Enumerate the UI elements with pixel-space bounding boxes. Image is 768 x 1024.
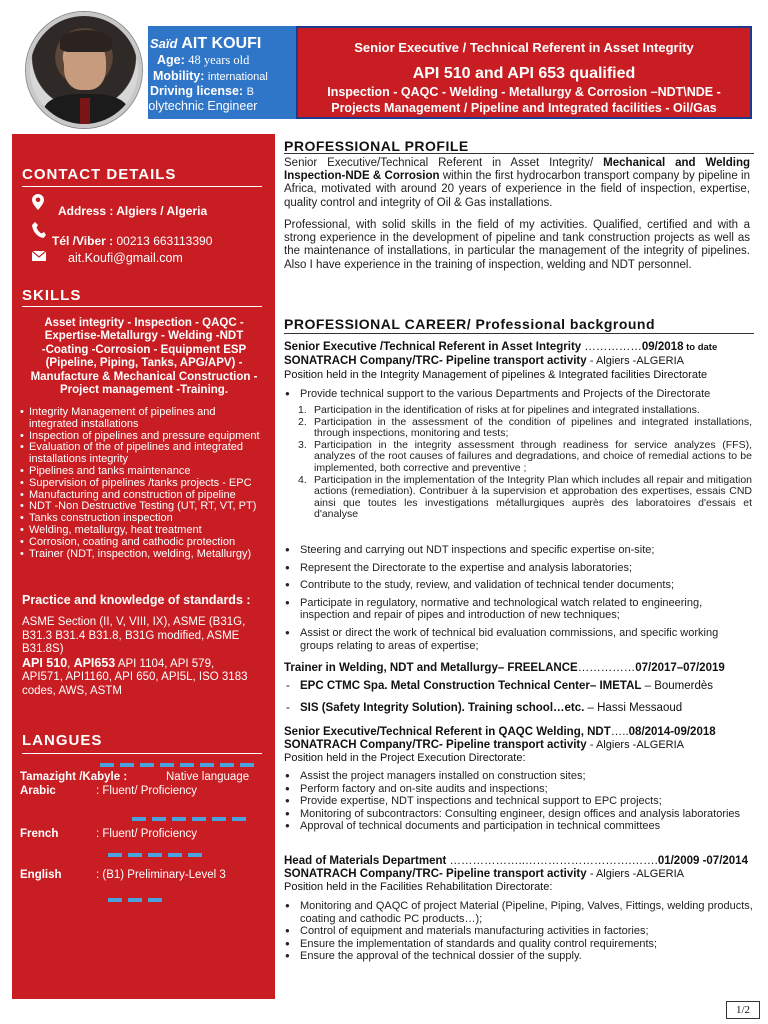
language-level-dash [152, 817, 166, 821]
language-level-dash [188, 853, 202, 857]
language-name: French [20, 828, 59, 840]
job-numbered-list [298, 405, 752, 521]
skill-item: • Inspection of pipelines and pressure equipment [20, 431, 276, 443]
skills-summary: Asset integrity - Inspection - QAQC - Expertise-Metallurgy - Welding -NDT -Coating -Corrosion - Equipment ESP (Pipeline, Piping, Tanks, APG/APV) - Manufacture & Mechanical Construction - Project management -Training. [30, 317, 258, 397]
phone-icon [32, 222, 46, 238]
email-link[interactable]: ait.Koufi@gmail.com [68, 251, 183, 265]
job-title-line: Senior Executive /Technical Referent in Asset Integrity ……………09/2018 to date [284, 341, 718, 353]
page-number: 1/2 [726, 1001, 760, 1019]
list-item: ● Provide expertise, NDT inspections and technical support to EPC projects; [284, 795, 754, 808]
languages-heading: LANGUES [22, 732, 103, 749]
profile-heading: PROFESSIONAL PROFILE [284, 138, 469, 154]
language-level-dash [160, 763, 174, 767]
avatar [26, 12, 142, 128]
language-level-dash [120, 763, 134, 767]
contact-divider [22, 186, 262, 187]
job-position: Position held in the Integrity Management of pipelines & Integrated facilities Directorate [284, 369, 708, 381]
list-item: ● Steering and carrying out NDT inspections and specific expertise on-site; [284, 544, 754, 557]
job-bullet-list [284, 900, 754, 963]
skill-item: installations integrity [29, 453, 129, 466]
skills-list [20, 407, 276, 560]
profile-paragraph-1: Senior Executive/Technical Referent in Asset Integrity/ Mechanical and Welding Inspection-NDE & Corrosion within the first hydrocarbon transport company by pipeline in Africa, motivated with around 20 years of experience in the field of inspection, expertise, quality control and integrity of Oil & Gas installations. [284, 157, 750, 209]
skills-heading: SKILLS [22, 287, 82, 304]
sidebar [12, 134, 275, 999]
skill-item: • Evaluation of the of pipelines and integrated [20, 442, 276, 454]
mobility-info: Mobility: international [153, 69, 268, 83]
language-level-dash [148, 853, 162, 857]
skill-item: • Pipelines and tanks maintenance [20, 466, 276, 478]
language-level-dash [108, 898, 122, 902]
language-level-dash [220, 763, 234, 767]
language-level-dash [132, 817, 146, 821]
skill-item: • Welding, metallurgy, heat treatment [20, 525, 276, 537]
language-level-dash [180, 763, 194, 767]
job-main-bullet [284, 388, 754, 401]
list-item: 4. Participation in the implementation of the Integrity Plan which includes all repair and mitigation actions (remediation). Contribuer à la supervision et approbation des expertises, essais CND ainsi que toutes les investigations métallurgiques auprès des laboratoires d'essais et d'analyse [298, 473, 752, 521]
profile-paragraph-2: Professional, with solid skills in the field of my activities. Qualified, certified and with a strong experience in the development of pipeline and tank construction projects as well as the maintenance of installations, in particular the management of the integrity of pipelines. Also I have experience in the training of inspection, welding and NDT personnel. [284, 219, 750, 271]
languages-divider [22, 753, 262, 754]
list-item: ● Control of equipment and materials manufacturing activities in factories; [284, 925, 754, 938]
language-level-dash [100, 763, 114, 767]
skill-item: integrated installations [29, 417, 139, 430]
job-dash-list [284, 680, 754, 715]
list-item: ● Perform factory and on-site audits and inspections; [284, 783, 754, 796]
list-item: 2. Participation in the assessment of the condition of pipelines and integrated installations, through inspections, monitoring and tests; [298, 415, 752, 440]
language-level-dash [140, 763, 154, 767]
list-item: ● Approval of technical documents and participation in technical committees [284, 820, 754, 833]
age-info: Age: 48 years old [157, 53, 250, 67]
language-level-dash [108, 853, 122, 857]
career-heading: PROFESSIONAL CAREER/ Professional background [284, 316, 656, 332]
job-title-line: Senior Executive/Technical Referent in QAQC Welding, NDT…..08/2014-09/2018 [284, 726, 716, 738]
skills-divider [22, 306, 262, 307]
skill-item: • NDT -Non Destructive Testing (UT, RT, VT, PT) [20, 501, 276, 513]
list-item: 3. Participation in the integrity assessment through readiness for service analyzes (FFS), analyzes of the root causes of failures and degradations, and choice of remedial actions to be implemented, both corrective and preventive ; [298, 438, 752, 474]
driving-license-info: Driving license: B [150, 84, 254, 98]
list-item: ● Monitoring and QAQC of project Material (Pipeline, Piping, Valves, Fittings, welding products, coating and cathodic PC products…); [284, 900, 754, 925]
list-item: ● Represent the Directorate to the expertise and analysis laboratories; [284, 562, 754, 575]
list-item: ● Ensure the implementation of standards and quality control requirements; [284, 938, 754, 951]
language-level-dash [128, 853, 142, 857]
career-divider [284, 333, 754, 334]
standards-heading: Practice and knowledge of standards : [22, 593, 251, 607]
job-title-line: Head of Materials Department ………………..……………………….…….01/2009 -07/2014 [284, 855, 748, 867]
job-company-line: SONATRACH Company/TRC- Pipeline transport activity - Algiers -ALGERIA [284, 739, 684, 751]
language-level: : Fluent/ Proficiency [96, 828, 197, 840]
standards-text: ASME Section (II, V, VIII, IX), ASME (B31G, B31.3 B31.4 B31.8, B31G modified, ASME B31.8S) API 510, API653 API 1104, API 579, API571, API1160, API 650, API5L, ISO 3183 codes, AWS, ASTM [22, 616, 248, 697]
skill-item: • Trainer (NDT, inspection, welding, Metallurgy) [20, 549, 276, 561]
skill-item: • Corrosion, coating and cathodic protection [20, 537, 276, 549]
location-pin-icon [32, 194, 44, 210]
job-position: Position held in the Project Execution Directorate: [284, 752, 526, 764]
list-item: ● Assist the project managers installed on construction sites; [284, 770, 754, 783]
language-level-dash [240, 763, 254, 767]
job-company-line: SONATRACH Company/TRC- Pipeline transport activity - Algiers -ALGERIA [284, 868, 684, 880]
job-bullet-list [284, 770, 754, 833]
skill-item: • Manufacturing and construction of pipeline [20, 490, 276, 502]
phone: Tél /Viber : 00213 663113390 [52, 234, 213, 248]
profile-divider [284, 153, 754, 154]
list-item: ● Participate in regulatory, normative and technological watch related to engineering, inspection and repair of pipes and introduction of new techniques; [284, 597, 754, 622]
degree-info: Polytechnic Engineer [140, 99, 258, 113]
contact-heading: CONTACT DETAILS [22, 166, 177, 183]
list-item: ● Ensure the approval of the technical dossier of the supply. [284, 950, 754, 963]
list-item: - EPC CTMC Spa. Metal Construction Technical Center– IMETAL – Boumerdès [284, 680, 754, 693]
language-level-dash [148, 898, 162, 902]
specialties-title: Inspection - QAQC - Welding - Metallurgy & Corrosion –NDT\NDE - Projects Management / Pipeline and Integrated facilities - Oil/Gas [327, 85, 721, 115]
language-level-dash [212, 817, 226, 821]
candidate-name: Saïd AIT KOUFI [150, 35, 262, 52]
list-item: 1. Participation in the identification of risks at for pipelines and integrated installations. [298, 404, 700, 416]
address: Address : Algiers / Algeria [58, 204, 208, 218]
language-level-dash [232, 817, 246, 821]
language-level-dash [168, 853, 182, 857]
job-position: Position held in the Facilities Rehabilitation Directorate: [284, 881, 553, 893]
job-company-line: SONATRACH Company/TRC- Pipeline transport activity - Algiers -ALGERIA [284, 355, 684, 367]
list-item: ● Monitoring of subcontractors: Consulting engineer, design offices and analysis laboratories [284, 808, 754, 821]
list-item: ● Assist or direct the work of technical bid evaluation commissions, and specific working groups relating to areas of expertise; [284, 627, 754, 652]
language-level-dash [192, 817, 206, 821]
language-level: : (B1) Preliminary-Level 3 [96, 869, 226, 881]
language-level: : Fluent/ Proficiency [96, 785, 197, 797]
language-level-dash [200, 763, 214, 767]
language-level: Native language [166, 771, 250, 783]
skill-item: • Integrity Management of pipelines and [20, 407, 276, 419]
list-item: ● Contribute to the study, review, and validation of technical tender documents; [284, 579, 754, 592]
envelope-icon [32, 251, 46, 261]
list-item: ● Provide technical support to the various Departments and Projects of the Directorate [284, 388, 754, 401]
job-bullet-list [284, 544, 754, 652]
language-name: Tamazight /Kabyle : [20, 771, 128, 783]
language-name: Arabic [20, 785, 56, 797]
skill-item: • Tanks construction inspection [20, 513, 276, 525]
qualification-title: API 510 and API 653 qualified [412, 65, 636, 82]
language-level-dash [128, 898, 142, 902]
job-title: Senior Executive / Technical Referent in Asset Integrity [354, 40, 694, 55]
skill-item: • Supervision of pipelines /tanks projects - EPC [20, 478, 276, 490]
language-name: English [20, 869, 62, 881]
language-level-dash [172, 817, 186, 821]
job-title-line: Trainer in Welding, NDT and Metallurgy– FREELANCE……………07/2017–07/2019 [284, 662, 725, 674]
list-item: - SIS (Safety Integrity Solution). Training school…etc. – Hassi Messaoud [284, 702, 754, 715]
